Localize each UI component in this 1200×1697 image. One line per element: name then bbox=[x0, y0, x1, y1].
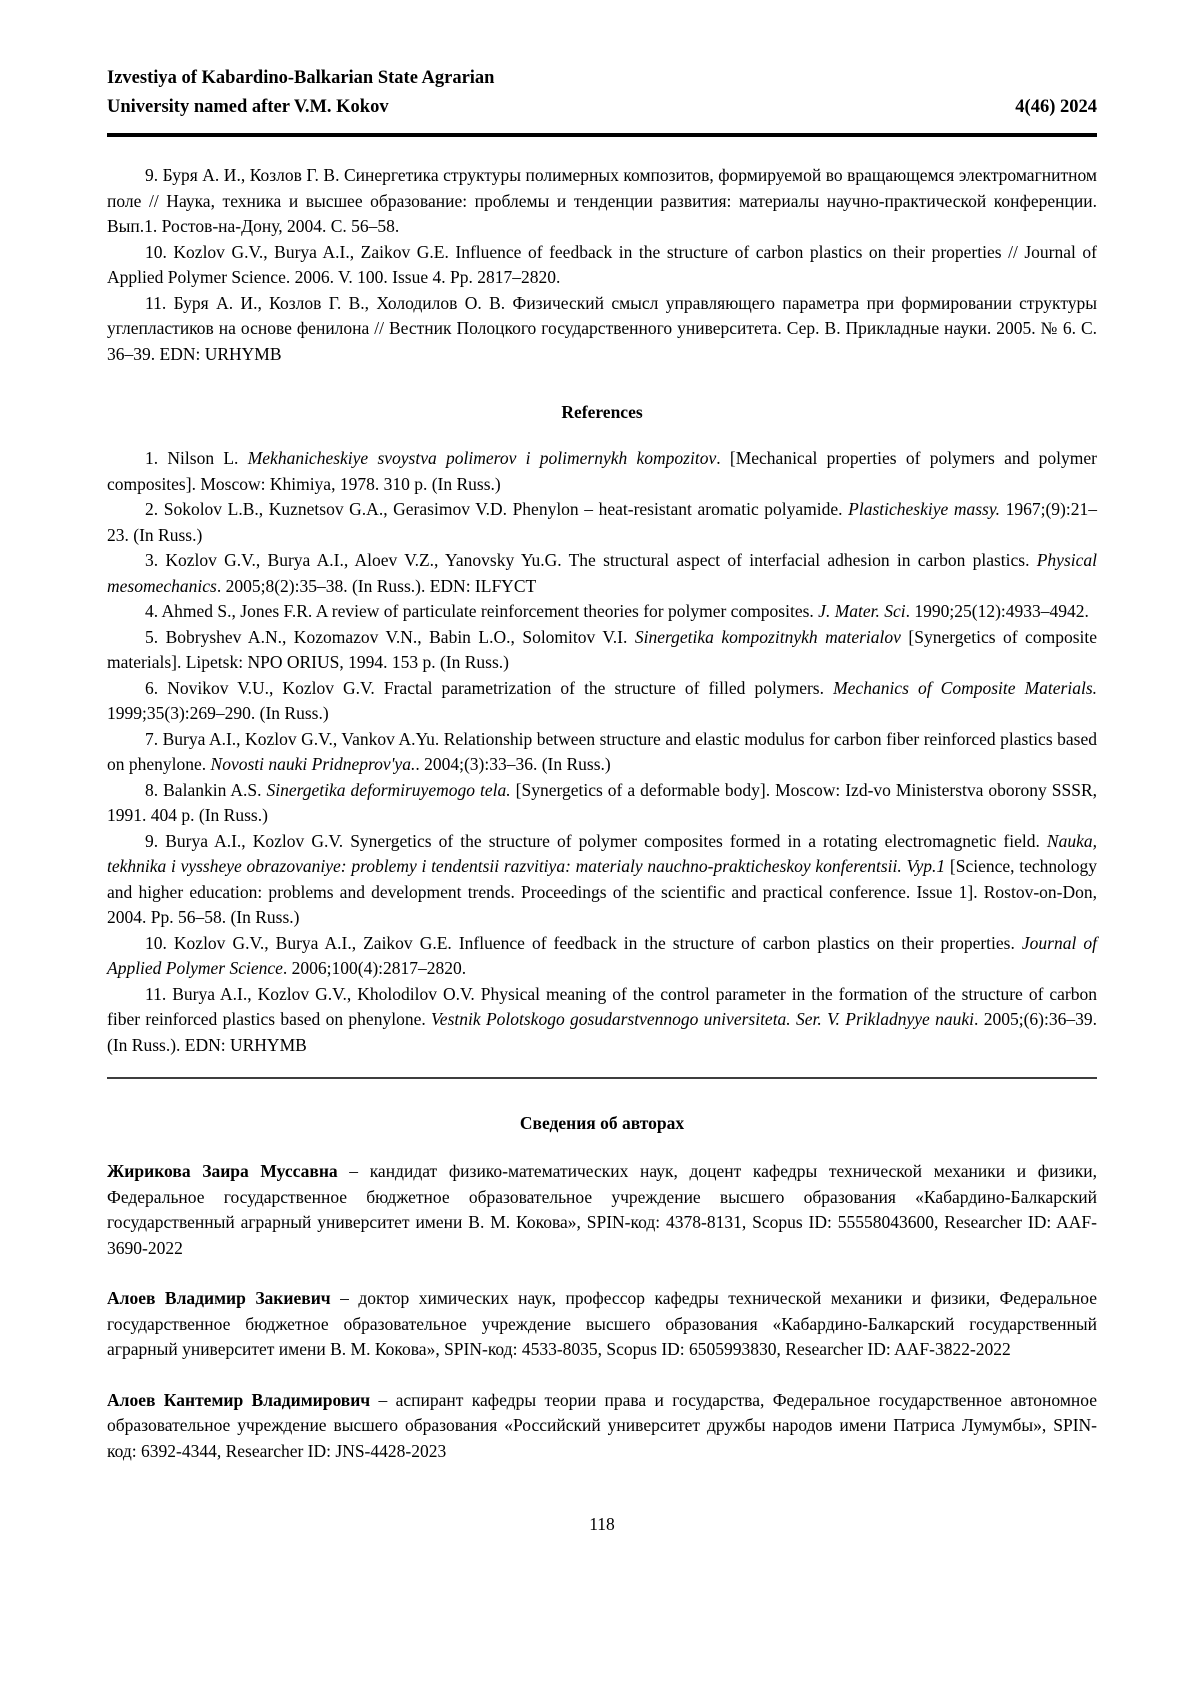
reference-6: 6. Novikov V.U., Kozlov G.V. Fractal parametrization of the structure of filled polymers. Mechanics of Composite Materials. 1999;35(3):269–290. (In Russ.) bbox=[107, 677, 1098, 723]
journal-title-line1: Izvestiya of Kabardino-Balkarian State Agrarian bbox=[107, 68, 495, 88]
russian-references-section bbox=[107, 163, 1097, 367]
author-info-aloev-vladimir: Алоев Владимир Закиевич – доктор химических наук, профессор кафедры технической механики и физики, Федеральное государственное бюджетное образовательное учреждение высшего образования «Кабардино-Балкарский государственный аграрный университет имени В. М. Кокова», SPIN-код: 4533-8035, Scopus ID: 6505993830, Researcher ID: AAF-3822-2022 bbox=[107, 1288, 1097, 1359]
reference-9: 9. Burya A.I., Kozlov G.V. Synergetics of the structure of polymer composites formed in a rotating electromagnetic field. Nauka, tekhnika i vyssheye obrazovaniye: problemy i tendentsii razvitiya: materialy nauchno-prakticheskoy konferentsii. Vyp.1 [Science, technology and higher education: problems and development trends. Proceedings of the scientific and practical conference. Issue 1]. Rostov-on-Don, 2004. Pp. 56–58. (In Russ.) bbox=[107, 830, 1097, 927]
page-footer bbox=[107, 1512, 1097, 1538]
reference-10: 10. Kozlov G.V., Burya A.I., Zaikov G.E. Influence of feedback in the structure of carbon plastics on their properties. Journal of Applied Polymer Science. 2006;100(4):2817–2820. bbox=[107, 932, 1097, 978]
russian-reference-10: 10. Kozlov G.V., Burya A.I., Zaikov G.E. Influence of feedback in the structure of carbon plastics on their properties // Journal of Applied Polymer Science. 2006. V. 100. Issue 4. Pp. 2817–2820. bbox=[107, 241, 1097, 287]
reference-7: 7. Burya A.I., Kozlov G.V., Vankov A.Yu. Relationship between structure and elastic modulus for carbon fiber reinforced plastics based on phenylone. Novosti nauki Pridneprov'ya.. 2004;(3):33–36. (In Russ.) bbox=[107, 728, 1097, 774]
issue-number: 4(46) 2024 bbox=[1015, 97, 1097, 117]
russian-reference-9: 9. Буря А. И., Козлов Г. В. Синергетика структуры полимерных композитов, формируемой во вращающемся электромагнитном поле // Наука, техника и высшее образование: проблемы и тенденции развития: материалы научно-практической конференции. Вып.1. Ростов-на-Дону, 2004. С. 56–58. bbox=[107, 165, 1097, 236]
russian-reference-11: 11. Буря А. И., Козлов Г. В., Холодилов О. В. Физический смысл управляющего параметра при формировании структуры углепластиков на основе фенилона // Вестник Полоцкого государственного университета. Сер. В. Прикладные науки. 2005. № 6. С. 36–39. EDN: URHYMB bbox=[107, 292, 1097, 364]
references-heading: References bbox=[561, 402, 643, 422]
header-rule bbox=[107, 133, 1097, 137]
page-header bbox=[107, 64, 1097, 137]
spacer bbox=[107, 1363, 1097, 1388]
authors-section bbox=[107, 1159, 1097, 1464]
author-info-aloev-kantemir: Алоев Кантемир Владимирович – аспирант кафедры теории права и государства, Федеральное государственное автономное образовательное учреждение высшего образования «Российский университет дружбы народов имени Патриса Лумумбы», SPIN-код: 6392-4344, Researcher ID: JNS-4428-2023 bbox=[107, 1389, 1097, 1461]
references-section bbox=[107, 446, 1097, 1058]
journal-title bbox=[107, 64, 1097, 122]
spacer bbox=[107, 1261, 1097, 1286]
journal-title-line2: University named after V.M. Kokov bbox=[107, 97, 389, 117]
reference-4: 4. Ahmed S., Jones F.R. A review of particulate reinforcement theories for polymer composites. J. Mater. Sci. 1990;25(12):4933–4942. bbox=[145, 601, 1089, 621]
reference-3: 3. Kozlov G.V., Burya A.I., Aloev V.Z., Yanovsky Yu.G. The structural aspect of interfacial adhesion in carbon plastics. Physical mesomechanics. 2005;8(2):35–38. (In Russ.). EDN: ILFYCT bbox=[107, 550, 1097, 596]
reference-1: 1. Nilson L. Mekhanicheskiye svoystva polimerov i polimernykh kompozitov. [Mechanical properties of polymers and polymer composites]. Moscow: Khimiya, 1978. 310 p. (In Russ.) bbox=[107, 448, 1097, 494]
author-info-zhirikova: Жирикова Заира Муссавна – кандидат физико-математических наук, доцент кафедры технической механики и физики, Федеральное государственное бюджетное образовательное учреждение высшего образования «Кабардино-Балкарский государственный аграрный университет имени В. М. Кокова», SPIN-код: 4378-8131, Scopus ID: 55558043600, Researcher ID: AAF-3690-2022 bbox=[107, 1161, 1097, 1258]
reference-2: 2. Sokolov L.B., Kuznetsov G.A., Gerasimov V.D. Phenylon – heat-resistant aromatic polyamide. Plasticheskiye massy. 1967;(9):21–23. (In Russ.) bbox=[107, 499, 1098, 545]
section-divider-rule bbox=[107, 1077, 1097, 1079]
page-number: 118 bbox=[589, 1514, 615, 1534]
authors-heading: Сведения об авторах bbox=[519, 1113, 685, 1133]
reference-8: 8. Balankin A.S. Sinergetika deformiruyemogo tela. [Synergetics of a deformable body]. Moscow: Izd-vo Ministerstva oborony SSSR, 1991. 404 p. (In Russ.) bbox=[107, 779, 1098, 825]
reference-5: 5. Bobryshev A.N., Kozomazov V.N., Babin L.O., Solomitov V.I. Sinergetika kompozitnykh materialov [Synergetics of composite materials]. Lipetsk: NPO ORIUS, 1994. 153 p. (In Russ.) bbox=[107, 626, 1097, 672]
reference-11: 11. Burya A.I., Kozlov G.V., Kholodilov O.V. Physical meaning of the control parameter in the formation of the structure of carbon fiber reinforced plastics based on phenylone. Vestnik Polotskogo gosudarstvennogo universiteta. Ser. V. Prikladnyye nauki. 2005;(6):36–39. (In Russ.). EDN: URHYMB bbox=[107, 983, 1097, 1055]
